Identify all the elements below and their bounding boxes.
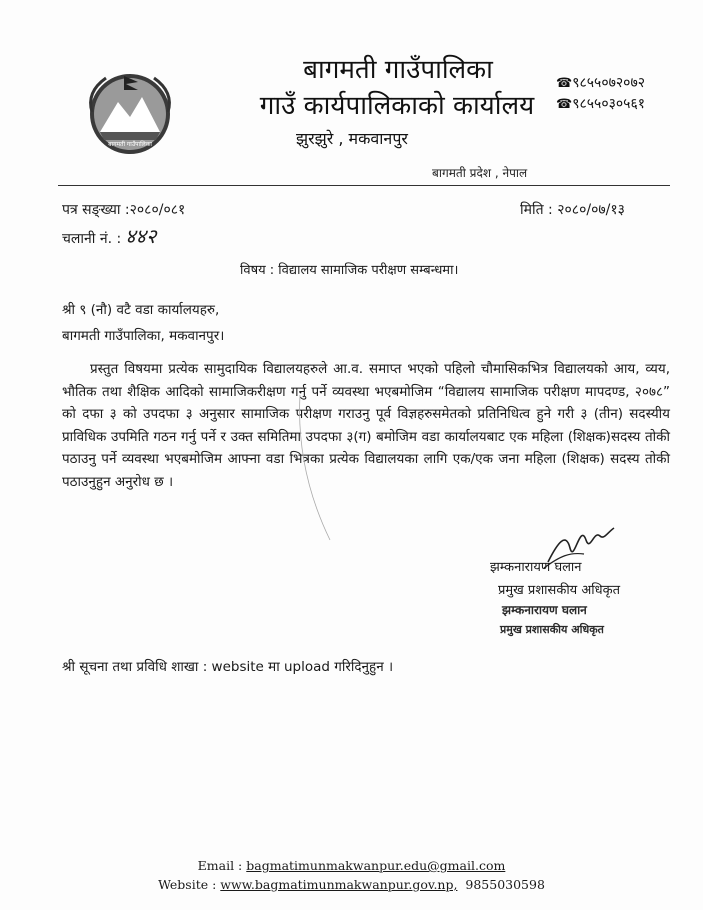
telephone-icon: ☎ bbox=[556, 97, 573, 112]
emblem-text: बागमती गाउँपालिका bbox=[108, 141, 152, 148]
email-label: Email : bbox=[197, 858, 243, 873]
ref-value: २०८०/०८१ bbox=[129, 202, 186, 218]
website-link[interactable]: www.bagmatimunmakwanpur.gov.np, bbox=[220, 877, 458, 892]
office-location: झुरझुरे , मकवानपुर bbox=[296, 129, 408, 148]
footer-phone: 9855030598 bbox=[465, 877, 545, 892]
telephone-icon: ☎ bbox=[556, 76, 573, 91]
carbon-copy-note: श्री सूचना तथा प्रविधि शाखा : website मा upload गरिदिनुहुन । bbox=[62, 659, 394, 675]
nepal-emblem-logo bbox=[80, 62, 180, 162]
dispatch-value: ४४२ bbox=[125, 224, 157, 248]
stamp-title: प्रमुख प्रशासकीय अधिकृत bbox=[500, 623, 604, 636]
date-label: मिति : bbox=[520, 202, 553, 218]
header-divider bbox=[58, 185, 670, 186]
dispatch-label: चलानी नं. : bbox=[62, 231, 122, 247]
office-name: गाउँ कार्यपालिकाको कार्यालय bbox=[259, 91, 535, 121]
phone-2-value: ९८५५०३०५६१ bbox=[572, 96, 646, 112]
website-label: Website : bbox=[158, 877, 217, 892]
phone-number-1 bbox=[556, 73, 645, 92]
reference-number bbox=[62, 200, 185, 219]
footer-website bbox=[0, 877, 703, 892]
email-link[interactable]: bagmatimunmakwanpur.edu@gmail.com bbox=[246, 858, 506, 873]
ref-label: पत्र सङ्ख्या : bbox=[62, 202, 130, 218]
date-value: २०८०/०७/१३ bbox=[557, 202, 625, 218]
dispatch-number bbox=[62, 222, 156, 249]
phone-number-2 bbox=[556, 94, 645, 113]
recipient-line-1: श्री ९ (नौ) वटै वडा कार्यालयहरु, bbox=[62, 302, 220, 318]
signatory-title: प्रमुख प्रशासकीय अधिकृत bbox=[498, 583, 621, 598]
subject-line: विषय : विद्यालय सामाजिक परीक्षण सम्बन्धमा। bbox=[240, 263, 459, 278]
letter-body: प्रस्तुत विषयमा प्रत्येक सामुदायिक विद्यालयहरुले आ.व. समाप्त भएको पहिलो चौमासिकभित्र विद्यालयको आय, व्यय, भौतिक तथा शैक्षिक आदिको सामाजिकरीक्षण गर्नु पर्ने व्यवस्था भएबमोजिम “विद्यालय सामाजिक परीक्षण मापदण्ड, २०७८” को दफा ३ को उपदफा ३ अनुसार सामाजिक परीक्षण गराउनु पूर्व विज्ञहरुसमेतको प्रतिनिधित्व हुने गरी ३ (तीन) सदस्यीय प्राविधिक उपमिति गठन गर्नु पर्ने र उक्त समितिमा उपदफा ३(ग) बमोजिम वडा कार्यालयबाट एक महिला (शिक्षक)सदस्य तोकी पठाउनु पर्ने व्यवस्था भएबमोजिम आफ्ना वडा भित्रका प्रत्येक विद्यालयका लागि एक/एक जना महिला (शिक्षक) सदस्य तोकी पठाउनुहुन अनुरोध छ । bbox=[62, 361, 670, 490]
footer-email bbox=[0, 858, 703, 873]
signatory-name: झम्कनारायण घलान bbox=[490, 560, 582, 575]
recipient-line-2: बागमती गाउँपालिका, मकवानपुर। bbox=[62, 328, 225, 344]
stamp-name: झम्कनारायण घलान bbox=[502, 603, 587, 617]
province: बागमती प्रदेश , नेपाल bbox=[432, 166, 528, 180]
org-name: बागमती गाउँपालिका bbox=[303, 55, 493, 85]
phone-1-value: ९८५५०७२०७२ bbox=[572, 75, 646, 91]
letter-date bbox=[520, 200, 625, 219]
